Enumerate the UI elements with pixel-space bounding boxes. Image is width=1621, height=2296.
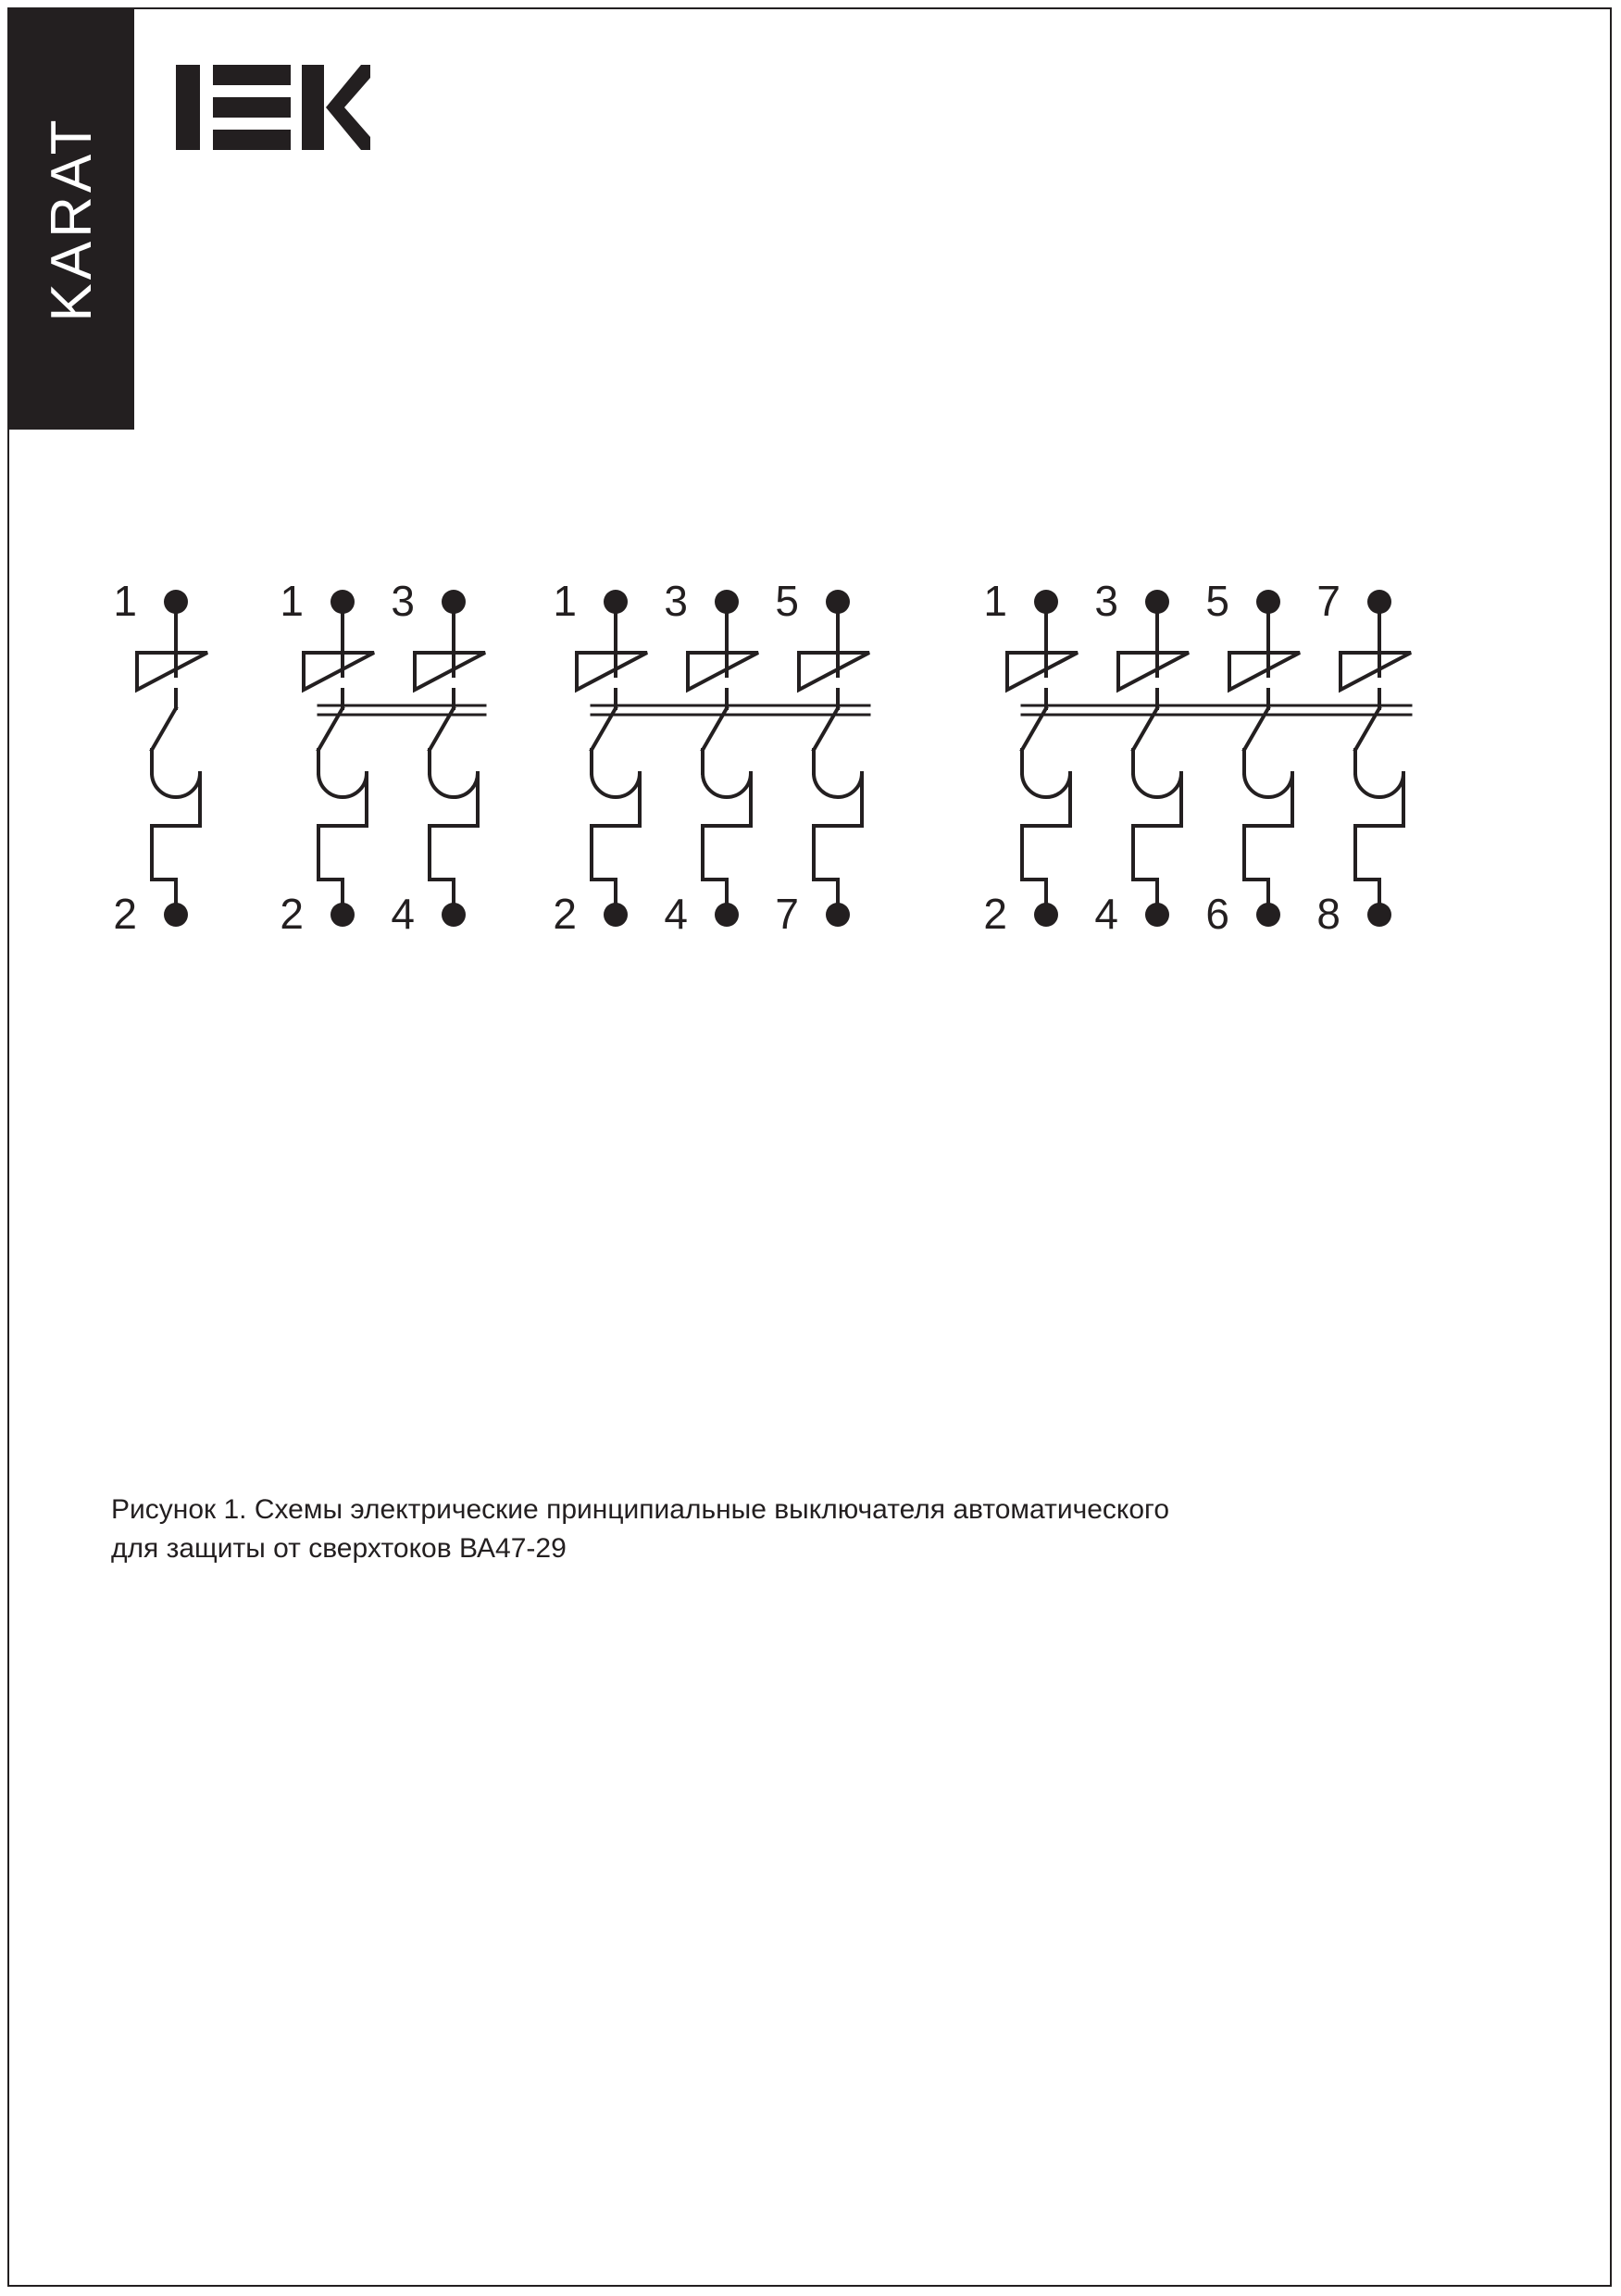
figure-caption-line-2: для защиты от сверхтоков ВА47-29	[111, 1533, 567, 1564]
pole-g4-p3	[1229, 590, 1300, 927]
terminal-label: 7	[1316, 577, 1340, 625]
terminal-label: 8	[1316, 890, 1340, 938]
pole-g1-p1	[137, 590, 207, 927]
brand-tab-label: KARAT	[39, 116, 104, 322]
terminal-label: 5	[1205, 577, 1229, 625]
terminal-label: 3	[391, 577, 415, 625]
terminal-label: 6	[1205, 890, 1229, 938]
terminal-label: 4	[391, 890, 415, 938]
terminal-label: 1	[113, 577, 137, 625]
terminal-label: 5	[775, 577, 799, 625]
terminal-label: 1	[553, 577, 577, 625]
terminal-label: 3	[1094, 577, 1118, 625]
pole-g2-p2	[415, 590, 485, 927]
terminal-label: 1	[983, 577, 1007, 625]
pole-g3-p2	[688, 590, 758, 927]
terminal-label: 2	[553, 890, 577, 938]
pole-g3-p1	[577, 590, 647, 927]
terminal-label: 2	[280, 890, 304, 938]
pole-g4-p4	[1340, 590, 1411, 927]
brand-tab	[8, 8, 134, 430]
terminal-label: 4	[1094, 890, 1118, 938]
pole-g4-p2	[1118, 590, 1189, 927]
terminal-label: 3	[664, 577, 688, 625]
iek-logo	[176, 65, 370, 150]
pole-g3-p3	[799, 590, 869, 927]
terminal-label: 1	[280, 577, 304, 625]
pole-g2-p1	[304, 590, 374, 927]
terminal-label: 2	[983, 890, 1007, 938]
pole-g4-p1	[1007, 590, 1078, 927]
terminal-label: 4	[664, 890, 688, 938]
figure-caption	[111, 1491, 1315, 1568]
terminal-label: 2	[113, 890, 137, 938]
circuit-diagram	[111, 574, 1500, 1167]
figure-caption-line-1: Рисунок 1. Схемы электрические принципиальные выключателя автоматического	[111, 1494, 1170, 1525]
terminal-label: 7	[775, 890, 799, 938]
